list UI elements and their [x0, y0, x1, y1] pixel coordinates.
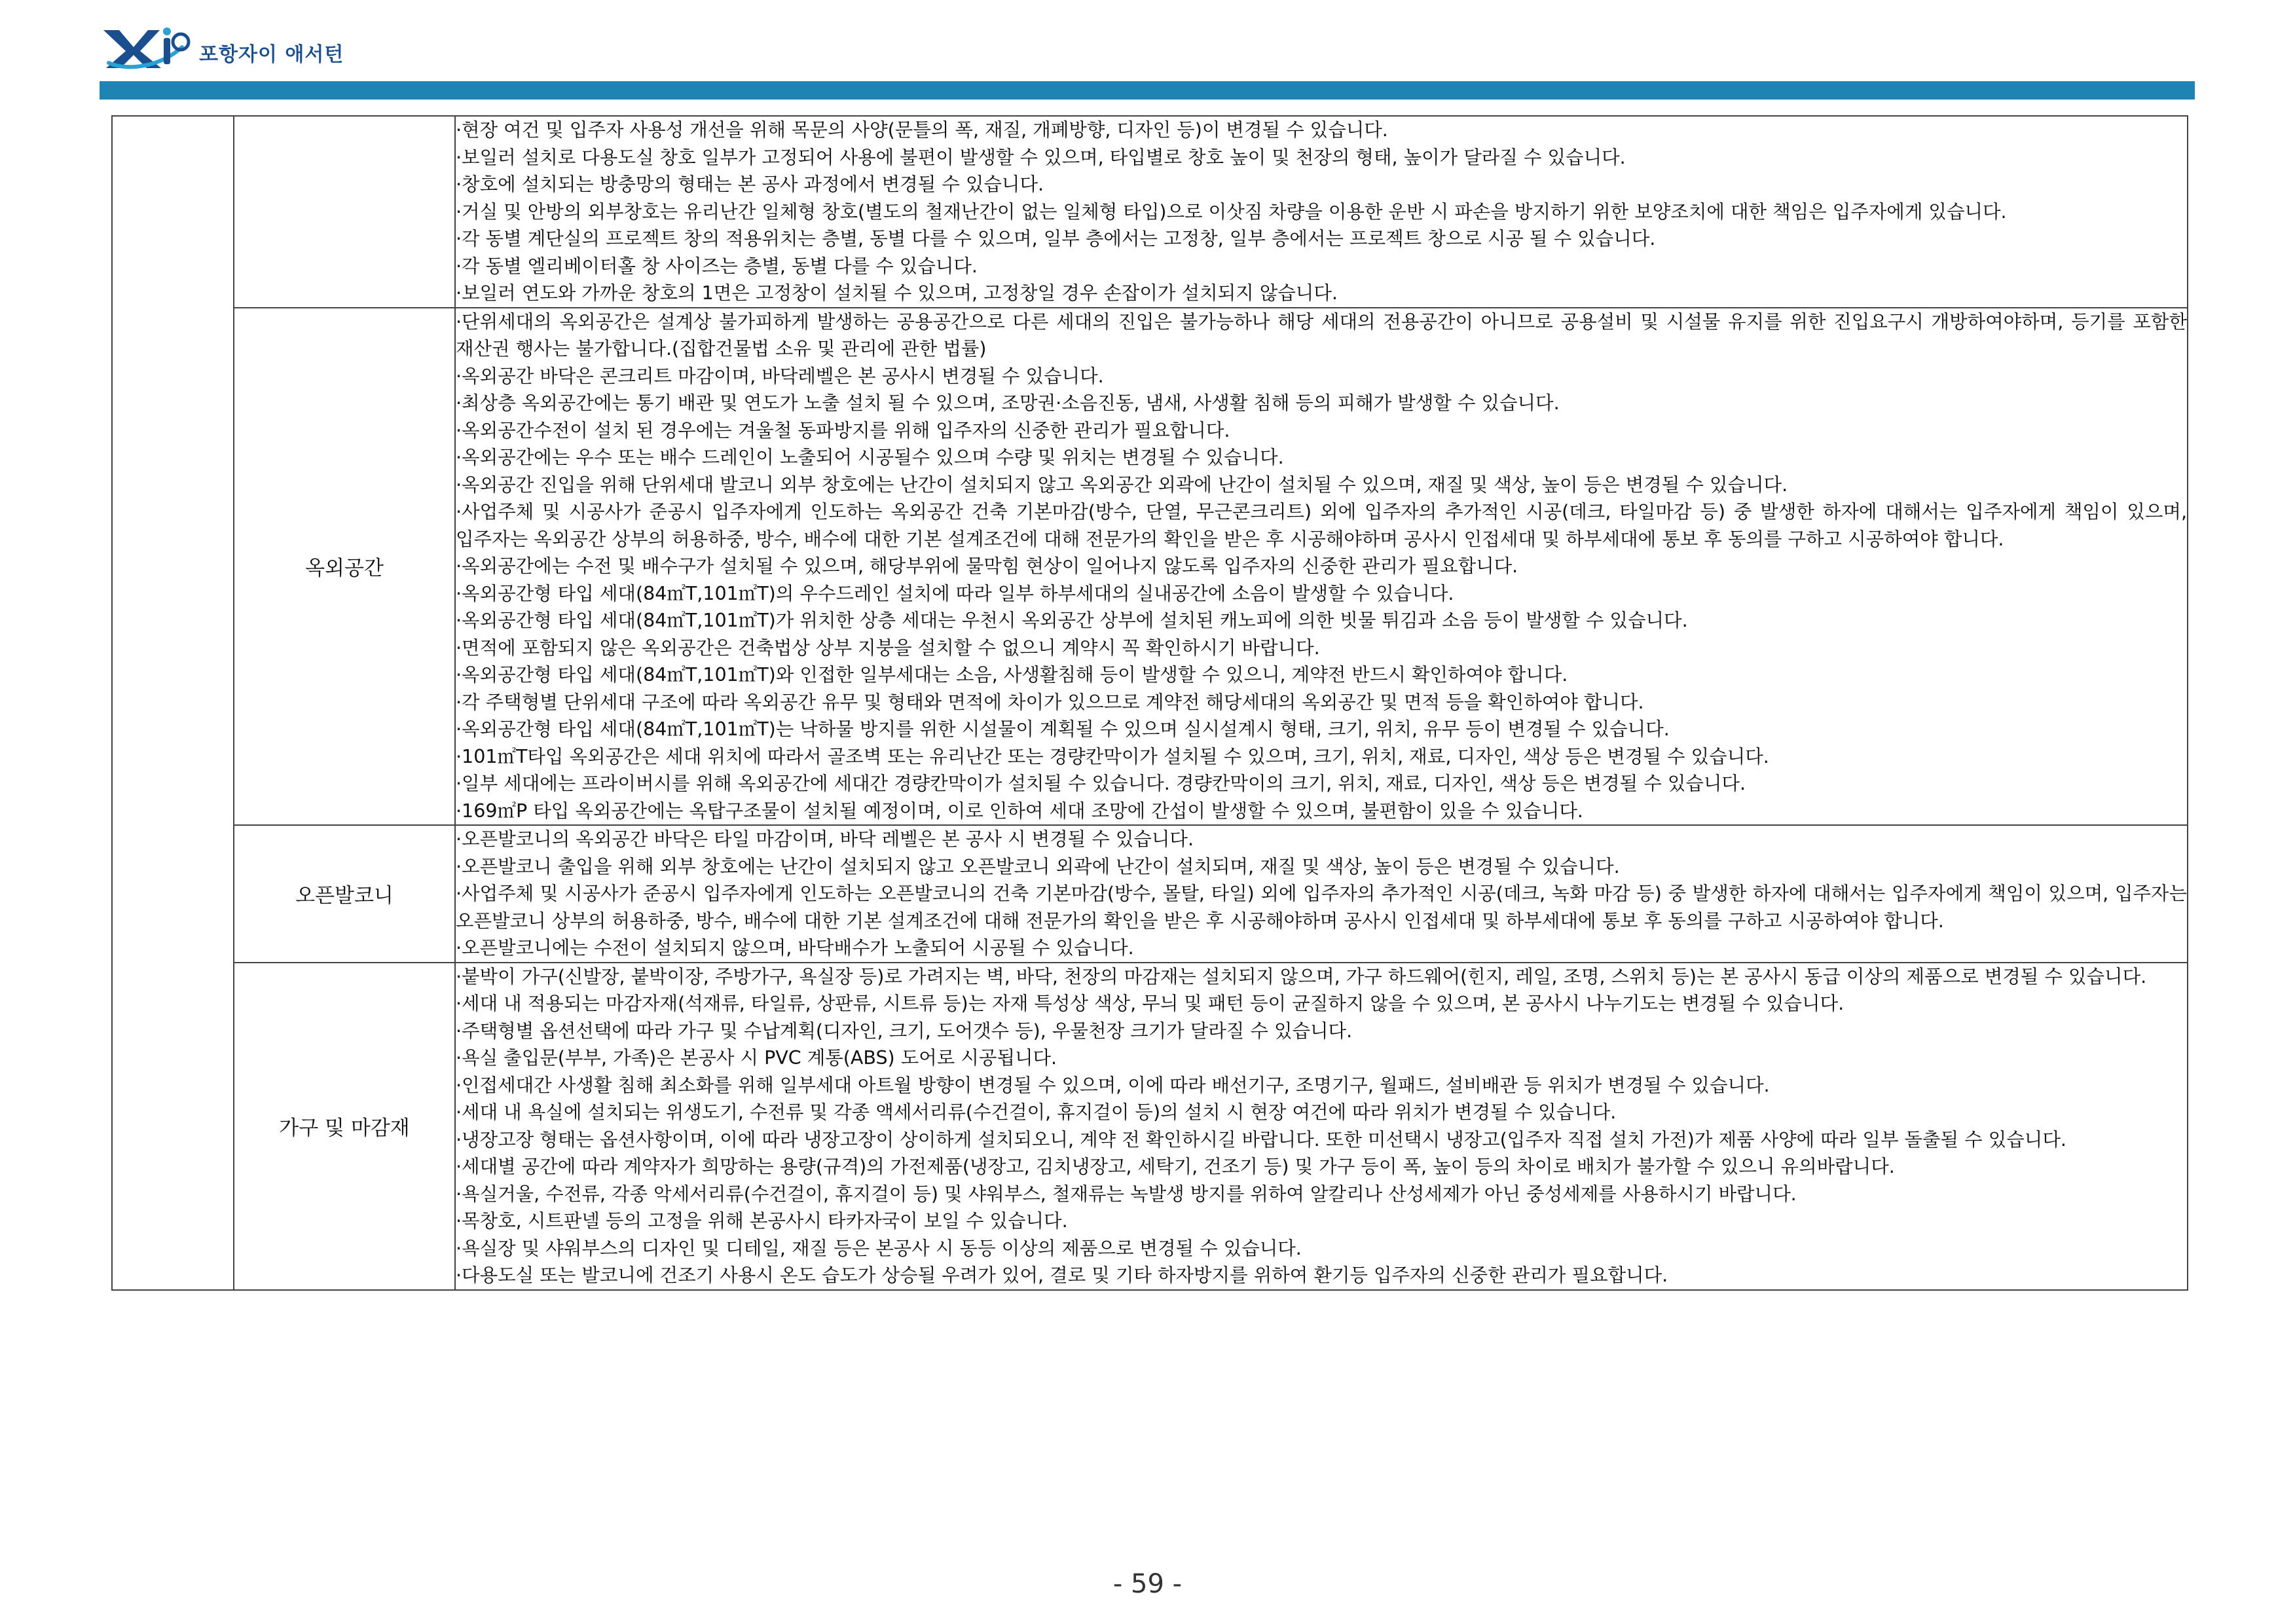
table-row: [112, 825, 2188, 963]
notes-cell: [455, 963, 2188, 1290]
note-item: ·옥외공간형 타입 세대(84㎡T,101㎡T)의 우수드레인 설치에 따라 일부 하부세대의 실내공간에 소음이 발생할 수 있습니다.: [456, 582, 1454, 604]
category-cell: [234, 116, 455, 308]
note-item: ·현장 여건 및 입주자 사용성 개선을 위해 목문의 사양(문틀의 폭, 재질, 개폐방향, 디자인 등)이 변경될 수 있습니다.: [456, 119, 1388, 141]
note-item: ·주택형별 옵션선택에 따라 가구 및 수납계획(디자인, 크기, 도어갯수 등), 우물천장 크기가 달라질 수 있습니다.: [456, 1020, 1353, 1042]
notes-cell: [455, 308, 2188, 826]
note-item: ·옥외공간형 타입 세대(84㎡T,101㎡T)가 위치한 상층 세대는 우천시 옥외공간 상부에 설치된 캐노피에 의한 빗물 튀김과 소음 등이 발생할 수 있습니다.: [456, 610, 1688, 631]
category-cell: 옥외공간: [234, 308, 455, 826]
note-item: ·욕실 출입문(부부, 가족)은 본공사 시 PVC 계통(ABS) 도어로 시공됩니다.: [456, 1047, 1057, 1069]
note-item: ·일부 세대에는 프라이버시를 위해 옥외공간에 세대간 경량칸막이가 설치될 수 있습니다. 경량칸막이의 크기, 위치, 재료, 디자인, 색상 등은 변경될 수 있습니다.: [456, 773, 1746, 794]
note-item: ·다용도실 또는 발코니에 건조기 사용시 온도 습도가 상승될 우려가 있어, 결로 및 기타 하자방지를 위하여 환기등 입주자의 신중한 관리가 필요합니다.: [456, 1264, 1668, 1286]
page-header: [100, 25, 2195, 77]
note-item: ·옥외공간수전이 설치 된 경우에는 겨울철 동파방지를 위해 입주자의 신중한 관리가 필요합니다.: [456, 419, 1230, 441]
note-item: ·사업주체 및 시공사가 준공시 입주자에게 인도하는 옥외공간 건축 기본마감(방수, 단열, 무근콘크리트) 외에 입주자의 추가적인 시공(데크, 타일마감 등) 중 발생한 하자에 대해서는 입주자에게 책임이 있으며, 입주자는 옥외공간 상부의 허용하중, 방수, 배수에 대한 기본 설계조건에 대해 전문가의 확인을 받은 후 시공해야하며 공사시 인접세대 및 하부세대에 통보 후 동의를 구하고 시공하여야 합니다.: [456, 501, 2187, 550]
xi-logo-icon: [100, 25, 191, 71]
note-item: ·세대 내 욕실에 설치되는 위생도기, 수전류 및 각종 액세서리류(수건걸이, 휴지걸이 등)의 설치 시 현장 여건에 따라 위치가 변경될 수 있습니다.: [456, 1101, 1617, 1123]
note-item: ·붙박이 가구(신발장, 붙박이장, 주방가구, 욕실장 등)로 가려지는 벽, 바닥, 천장의 마감재는 설치되지 않으며, 가구 하드웨어(힌지, 레일, 조명, 스위치 등)는 본 공사시 동급 이상의 제품으로 변경될 수 있습니다.: [456, 965, 2147, 987]
notes-cell: [455, 116, 2188, 308]
note-item: ·단위세대의 옥외공간은 설계상 불가피하게 발생하는 공용공간으로 다른 세대의 진입은 불가능하나 해당 세대의 전용공간이 아니므로 공용설비 및 시설물 유지를 위한 진입요구시 개방하여야하며, 등기를 포함한 재산권 행사는 불가합니다.(집합건물법 소유 및 관리에 관한 법률): [456, 310, 2187, 360]
note-item: ·인접세대간 사생활 침해 최소화를 위해 일부세대 아트월 방향이 변경될 수 있으며, 이에 따라 배선기구, 조명기구, 월패드, 설비배관 등 위치가 변경될 수 있습니다.: [456, 1074, 1770, 1096]
note-item: ·각 동별 계단실의 프로젝트 창의 적용위치는 층별, 동별 다를 수 있으며, 일부 층에서는 고정창, 일부 층에서는 프로젝트 창으로 시공 될 수 있습니다.: [456, 228, 1656, 249]
note-item: ·오픈발코니의 옥외공간 바닥은 타일 마감이며, 바닥 레벨은 본 공사 시 변경될 수 있습니다.: [456, 828, 1194, 850]
note-item: ·욕실거울, 수전류, 각종 악세서리류(수건걸이, 휴지걸이 등) 및 샤워부스, 철재류는 녹발생 방지를 위하여 알칼리나 산성세제가 아닌 중성세제를 사용하시기 바랍니다.: [456, 1183, 1797, 1205]
page-number: - 59 -: [1112, 1569, 1183, 1599]
note-item: ·오픈발코니에는 수전이 설치되지 않으며, 바닥배수가 노출되어 시공될 수 있습니다.: [456, 937, 1134, 959]
category-cell: 가구 및 마감재: [234, 963, 455, 1290]
notes-cell: [455, 825, 2188, 963]
brand-name: 포항자이 애서턴: [199, 43, 344, 66]
header-accent-bar: [100, 81, 2195, 100]
notice-table-body: [112, 116, 2188, 1290]
note-item: ·옥외공간형 타입 세대(84㎡T,101㎡T)와 인접한 일부세대는 소음, 사생활침해 등이 발생할 수 있으니, 계약전 반드시 확인하여야 합니다.: [456, 664, 1568, 686]
category-cell: 오픈발코니: [234, 825, 455, 963]
note-item: ·보일러 연도와 가까운 창호의 1면은 고정창이 설치될 수 있으며, 고정창일 경우 손잡이가 설치되지 않습니다.: [456, 282, 1338, 304]
note-item: ·옥외공간에는 우수 또는 배수 드레인이 노출되어 시공될수 있으며 수량 및 위치는 변경될 수 있습니다.: [456, 447, 1284, 468]
note-item: ·옥외공간형 타입 세대(84㎡T,101㎡T)는 낙하물 방지를 위한 시설물이 계획될 수 있으며 실시설계시 형태, 크기, 위치, 유무 등이 변경될 수 있습니다.: [456, 718, 1670, 740]
note-item: ·보일러 설치로 다용도실 창호 일부가 고정되어 사용에 불편이 발생할 수 있으며, 타입별로 창호 높이 및 천장의 형태, 높이가 달라질 수 있습니다.: [456, 146, 1626, 168]
note-item: ·세대 내 적용되는 마감자재(석재류, 타일류, 상판류, 시트류 등)는 자재 특성상 색상, 무늬 및 패턴 등이 균질하지 않을 수 있으며, 본 공사시 나누기도는 변경될 수 있습니다.: [456, 993, 1845, 1014]
note-item: ·거실 및 안방의 외부창호는 유리난간 일체형 창호(별도의 철재난간이 없는 일체형 타입)으로 이삿짐 차량을 이용한 운반 시 파손을 방지하기 위한 보양조치에 대한 책임은 입주자에게 있습니다.: [456, 200, 2007, 223]
note-item: ·각 주택형별 단위세대 구조에 따라 옥외공간 유무 및 형태와 면적에 차이가 있으므로 계약전 해당세대의 옥외공간 및 면적 등을 확인하여야 합니다.: [456, 691, 1644, 713]
note-item: ·옥외공간에는 수전 및 배수구가 설치될 수 있으며, 해당부위에 물막힘 현상이 일어나지 않도록 입주자의 신중한 관리가 필요합니다.: [456, 555, 1518, 577]
notice-table: [111, 115, 2188, 1291]
note-item: ·면적에 포함되지 않은 옥외공간은 건축법상 상부 지붕을 설치할 수 없으니 계약시 꼭 확인하시기 바랍니다.: [456, 637, 1320, 659]
note-item: ·욕실장 및 샤워부스의 디자인 및 디테일, 재질 등은 본공사 시 동등 이상의 제품으로 변경될 수 있습니다.: [456, 1237, 1302, 1259]
note-item: ·냉장고장 형태는 옵션사항이며, 이에 따라 냉장고장이 상이하게 설치되오니, 계약 전 확인하시길 바랍니다. 또한 미선택시 냉장고(입주자 직접 설치 가전)가 제품 사양에 따라 일부 돌출될 수 있습니다.: [456, 1128, 2066, 1151]
table-row: [112, 116, 2188, 308]
table-row: [112, 308, 2188, 826]
note-item: ·사업주체 및 시공사가 준공시 입주자에게 인도하는 오픈발코니의 건축 기본마감(방수, 몰탈, 타일) 외에 입주자의 추가적인 시공(데크, 녹화 마감 등) 중 발생한 하자에 대해서는 입주자에게 책임이 있으며, 입주자는 오픈발코니 상부의 허용하중, 방수, 배수에 대한 기본 설계조건에 대해 전문가의 확인을 받은 후 시공해야하며 공사시 인접세대 및 하부세대에 통보 후 동의를 구하고 시공하여야 합니다.: [456, 883, 2187, 932]
note-item: ·목창호, 시트판넬 등의 고정을 위해 본공사시 타카자국이 보일 수 있습니다.: [456, 1210, 1068, 1232]
section-group-cell: [112, 116, 234, 1290]
note-item: ·최상층 옥외공간에는 통기 배관 및 연도가 노출 설치 될 수 있으며, 조망권·소음진동, 냄새, 사생활 침해 등의 피해가 발생할 수 있습니다.: [456, 392, 1560, 414]
note-item: ·세대별 공간에 따라 계약자가 희망하는 용량(규격)의 가전제품(냉장고, 김치냉장고, 세탁기, 건조기 등) 및 가구 등이 폭, 높이 등의 차이로 배치가 불가할 수 있으니 유의바랍니다.: [456, 1156, 1895, 1177]
note-item: ·창호에 설치되는 방충망의 형태는 본 공사 과정에서 변경될 수 있습니다.: [456, 174, 1044, 195]
note-item: ·169㎡P 타입 옥외공간에는 옥탑구조물이 설치될 예정이며, 이로 인하여 세대 조망에 간섭이 발생할 수 있으며, 불편함이 있을 수 있습니다.: [456, 800, 1583, 822]
note-item: ·각 동별 엘리베이터홀 창 사이즈는 층별, 동별 다를 수 있습니다.: [456, 255, 978, 277]
note-item: ·오픈발코니 출입을 위해 외부 창호에는 난간이 설치되지 않고 오픈발코니 외곽에 난간이 설치되며, 재질 및 색상, 높이 등은 변경될 수 있습니다.: [456, 855, 1620, 877]
table-row: [112, 963, 2188, 1290]
note-item: ·옥외공간 바닥은 콘크리트 마감이며, 바닥레벨은 본 공사시 변경될 수 있습니다.: [456, 365, 1104, 387]
note-item: ·101㎡T타입 옥외공간은 세대 위치에 따라서 골조벽 또는 유리난간 또는 경량칸막이가 설치될 수 있으며, 크기, 위치, 재료, 디자인, 색상 등은 변경될 수 있습니다.: [456, 745, 1769, 767]
note-item: ·옥외공간 진입을 위해 단위세대 발코니 외부 창호에는 난간이 설치되지 않고 옥외공간 외곽에 난간이 설치될 수 있으며, 재질 및 색상, 높이 등은 변경될 수 있습니다.: [456, 473, 1788, 496]
